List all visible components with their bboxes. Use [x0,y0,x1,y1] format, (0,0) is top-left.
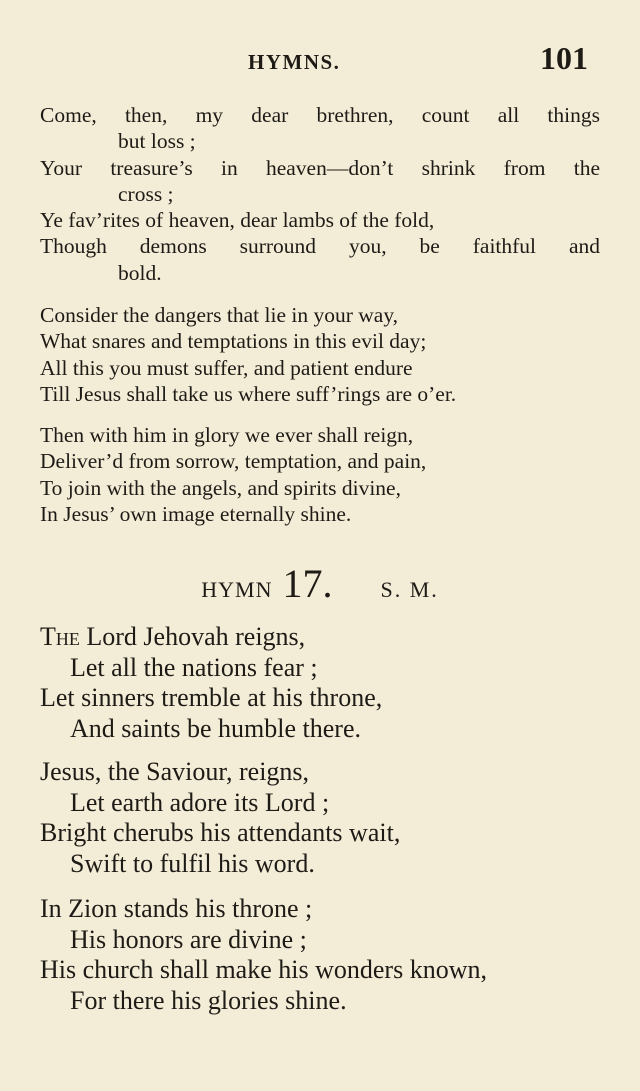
verse-line: Consider the dangers that lie in your way, [40,303,399,327]
running-head: HYMNS. [248,50,341,74]
verse-line-rest: Lord Jehovah reigns, [79,622,306,651]
hymn-stanza-3 [40,894,600,1016]
previous-hymn-stanza-3 [40,422,600,527]
verse-line-continuation: bold. [118,260,162,285]
page-number: 101 [540,40,588,76]
hymn-meter: S. M. [380,577,439,602]
verse-line: Your treasure’s in heaven—don’t shrink from the [40,155,600,180]
previous-hymn-stanza-1 [40,102,600,286]
verse-line: Though demons surround you, be faithful and [40,234,600,259]
verse-line: Let earth adore its Lord ; [70,787,330,817]
verse-line: His church shall make his wonders known, [40,955,487,984]
previous-hymn-stanza-2 [40,302,600,407]
first-word-small-caps: The [40,622,80,651]
hymn-number: 17. [282,561,333,606]
verse-line: In Zion stands his throne ; [40,894,313,923]
verse-line: What snares and temptations in this evil day; [40,329,427,354]
verse-line: Ye fav’rites of heaven, dear lambs of the fold, [40,208,435,233]
verse-line: Till Jesus shall take us where suff’rings are o’er. [40,381,457,406]
page-header [0,40,640,80]
hymn-stanza-1 [40,622,600,744]
hymn-heading-label: HYMN [201,577,273,602]
verse-line: Bright cherubs his attendants wait, [40,818,401,847]
verse-line: To join with the angels, and spirits divine, [40,475,401,500]
verse-line: For there his glories shine. [70,985,347,1015]
verse-line-continuation: cross ; [118,181,174,206]
verse-line: In Jesus’ own image eternally shine. [40,501,352,526]
verse-line: Deliver’d from sorrow, temptation, and pain, [40,449,427,474]
hymn-heading [0,560,640,608]
verse-line-continuation: but loss ; [118,129,196,154]
hymn-stanza-2 [40,757,600,879]
verse-line: Come, then, my dear brethren, count all things [40,103,600,127]
verse-line [40,622,600,653]
verse-line: Let sinners tremble at his throne, [40,683,383,712]
verse-line: His honors are divine ; [70,924,307,954]
verse-line: All this you must suffer, and patient endure [40,355,413,380]
verse-line: And saints be humble there. [70,713,361,743]
verse-line: Let all the nations fear ; [70,652,318,682]
verse-line: Then with him in glory we ever shall reign, [40,423,414,447]
verse-line: Jesus, the Saviour, reigns, [40,757,310,786]
verse-line: Swift to fulfil his word. [70,848,315,878]
